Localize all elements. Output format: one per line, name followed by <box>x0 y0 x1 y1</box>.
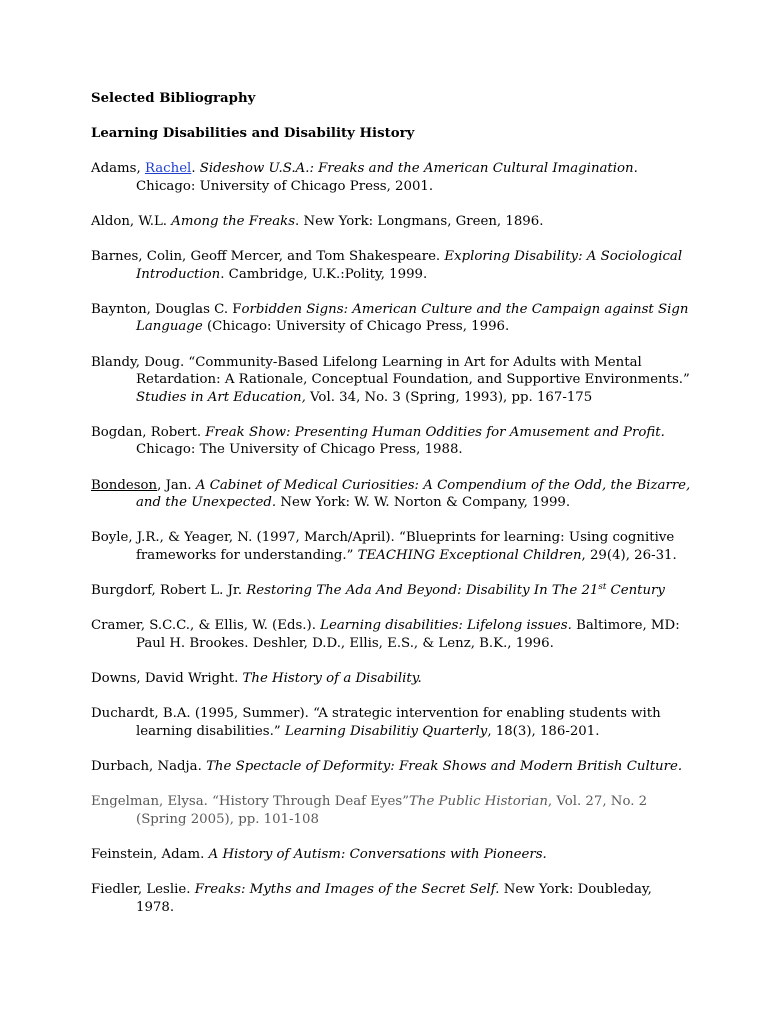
entry-publication: Baltimore, MD: Paul H. Brookes. Deshler, D.D., Ellis, E.S., & Lenz, B.K., 1996. <box>136 618 680 651</box>
entry-publication: Chicago: The University of Chicago Press, 1988. <box>136 442 463 458</box>
entry-title: Among the Freaks <box>171 213 296 229</box>
entry-author: Bogdan, Robert. <box>91 424 206 440</box>
bibliography-entry <box>91 846 691 864</box>
bibliography-entry <box>91 354 691 407</box>
bibliography-entry <box>91 881 691 916</box>
entry-publication: . Cambridge, U.K.:Polity, 1999. <box>220 266 428 282</box>
entry-title: Restoring The Ada And Beyond: Disability In The 21 <box>246 583 599 599</box>
entry-title: Exploring Disability: A Sociological Introduction <box>136 248 683 282</box>
bibliography-entry <box>91 705 691 740</box>
bibliography-entry <box>91 758 691 776</box>
entry-title: A Cabinet of Medical Curiosities: A Compendium of the Odd, the Bizarre, and the Unexpected. <box>136 477 691 511</box>
entry-author: Blandy, Doug. “Community-Based Lifelong Learning in Art for Adults with Mental Retardation: A Rationale, Conceptual Foundation, and Supportive Environments.” <box>91 354 690 388</box>
entry-title: The Public Historian <box>409 794 548 810</box>
bibliography-entry <box>91 529 691 564</box>
document-title: Selected Bibliography <box>91 91 256 106</box>
entry-title: The Spectacle of Deformity: Freak Shows and Modern British Culture. <box>206 759 683 775</box>
entry-title: Learning Disabilitiy Quarterly <box>284 723 488 739</box>
author-link[interactable]: Rachel <box>144 160 192 176</box>
entry-publication: , 29(4), 26-31. <box>581 548 677 564</box>
entry-title: TEACHING Exceptional Children <box>357 548 582 564</box>
entry-punct: . <box>191 160 200 176</box>
bibliography-entry <box>91 424 691 459</box>
bibliography-entry <box>91 301 691 336</box>
entry-author: Engelman, Elysa. “History Through Deaf Eyes” <box>91 794 410 810</box>
entry-title: Freaks: Myths and Images of the Secret Self. <box>194 882 500 898</box>
bibliography-entry <box>91 670 691 688</box>
entry-superscript: st <box>598 582 607 593</box>
entry-title: Sideshow U.S.A.: Freaks and the American Cultural Imagination. <box>199 160 638 176</box>
entry-author: Aldon, W.L. <box>91 213 172 229</box>
entry-title: Learning disabilities: Lifelong issues. <box>320 618 572 634</box>
bibliography-entry <box>91 160 691 195</box>
section-heading: Learning Disabilities and Disability History <box>91 125 415 141</box>
entry-author: Boyle, J.R., & Yeager, N. (1997, March/April). “Blueprints for learning: Using cognitive frameworks for understanding.” <box>91 530 675 564</box>
entry-title: orbidden Signs: American Culture and the Campaign against Sign Language <box>136 301 689 335</box>
entry-title: Freak Show: Presenting Human Oddities for Amusement and Profit. <box>205 424 665 440</box>
entry-publication: (Chicago: University of Chicago Press, 1996. <box>202 319 510 335</box>
bibliography-entry <box>91 477 691 512</box>
entry-publication: New York: W. W. Norton & Company, 1999. <box>276 495 571 511</box>
entry-author: Feinstein, Adam. <box>91 847 209 863</box>
entry-title: Studies in Art Education, <box>136 389 306 405</box>
entry-author: Durbach, Nadja. <box>91 759 207 775</box>
document-page <box>91 90 691 934</box>
entry-publication: , Vol. 27, No. 2 (Spring 2005), pp. 101-108 <box>136 794 648 827</box>
entry-author: Adams, <box>91 160 145 176</box>
bibliography-entry <box>91 617 691 652</box>
bibliography-entry <box>91 793 691 828</box>
entry-author: Burgdorf, Robert L. Jr. <box>91 583 247 599</box>
bibliography-entry <box>91 582 691 600</box>
entry-author: Cramer, S.C.C., & Ellis, W. (Eds.). <box>91 618 321 634</box>
entry-author: Baynton, Douglas C. F <box>91 301 242 317</box>
entry-publication: Vol. 34, No. 3 (Spring, 1993), pp. 167-175 <box>305 389 593 405</box>
entry-author: Barnes, Colin, Geoff Mercer, and Tom Shakespeare. <box>91 248 445 264</box>
entry-publication: Chicago: University of Chicago Press, 2001. <box>136 178 434 194</box>
entry-author: Duchardt, B.A. (1995, Summer). “A strategic intervention for enabling students with learning disabilities.” <box>91 706 661 739</box>
entry-title: The History of a Disability. <box>242 671 422 687</box>
entry-title-continued: Century <box>606 583 665 599</box>
entry-author: , Jan. <box>157 477 196 493</box>
entry-publication: New York: Doubleday, 1978. <box>136 882 652 915</box>
entry-publication: , 18(3), 186-201. <box>487 723 600 739</box>
entry-title: A History of Autism: Conversations with Pioneers. <box>208 847 547 863</box>
bibliography-entry <box>91 213 691 231</box>
entry-author-underlined: Bondeson <box>91 477 158 493</box>
entry-publication: . New York: Longmans, Green, 1896. <box>295 213 544 229</box>
entry-author: Fiedler, Leslie. <box>91 882 195 898</box>
bibliography-entry <box>91 248 691 283</box>
entry-author: Downs, David Wright. <box>91 671 243 687</box>
